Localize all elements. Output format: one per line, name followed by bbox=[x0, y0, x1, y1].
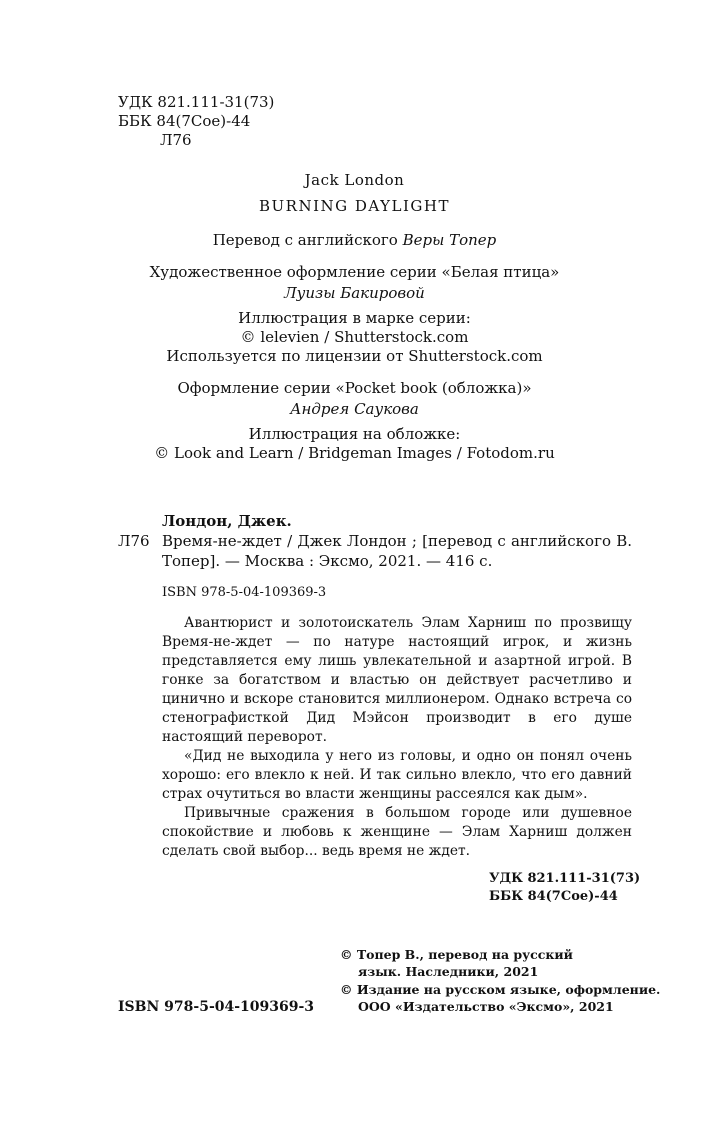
translation-prefix: Перевод с английского bbox=[212, 231, 403, 249]
art-designer-name: Луизы Бакировой bbox=[284, 284, 425, 302]
cover-illustration-credit: © Look and Learn / Bridgeman Images / Fotodom.ru bbox=[154, 444, 555, 462]
art-design-label: Художественное оформление серии «Белая птица» bbox=[149, 263, 560, 281]
isbn-bibliographic: ISBN 978-5-04-109369-3 bbox=[162, 585, 327, 600]
udk-code-top: УДК 821.111-31(73) bbox=[118, 93, 275, 111]
copyright-edition-line-2: ООО «Издательство «Эксмо», 2021 bbox=[358, 999, 614, 1014]
bibliographic-author: Лондон, Джек. bbox=[162, 512, 292, 530]
series-illustration-credit: © lelevien / Shutterstock.com bbox=[240, 328, 469, 346]
copyright-translation-line-1: © Топер В., перевод на русский bbox=[340, 947, 573, 962]
abstract-paragraph-1: Авантюрист и золотоискатель Элам Харниш по прозвищу Время-не-ждет — по натуре настоящий игрок, и жизнь представляется ему лишь увлекательной и азартной игрой. В гонке за богатством и властью он действует расчетливо и цинично и вскоре становится миллионером. Однако встреча со стенографисткой Дид Мэйсон производит в его душе настоящий переворот. bbox=[162, 615, 632, 745]
author-mark-left: Л76 bbox=[118, 532, 150, 550]
series-illustration-label: Иллюстрация в марке серии: bbox=[238, 309, 471, 327]
bbk-code-bottom: ББК 84(7Сое)-44 bbox=[489, 889, 618, 904]
cover-illustration-label: Иллюстрация на обложке: bbox=[248, 425, 461, 443]
cover-designer-name: Андрея Саукова bbox=[290, 400, 419, 418]
translation-credit bbox=[0, 230, 709, 250]
original-author: Jack London bbox=[304, 171, 405, 189]
udk-code-bottom: УДК 821.111-31(73) bbox=[489, 871, 641, 886]
original-title: BURNING DAYLIGHT bbox=[259, 197, 450, 215]
translator-name: Веры Топер bbox=[402, 231, 497, 249]
author-mark-top: Л76 bbox=[160, 131, 192, 149]
copyright-edition-line-1: © Издание на русском языке, оформление. bbox=[340, 982, 661, 997]
abstract-paragraph-2: «Дид не выходила у него из головы, и одно он понял очень хорошо: его влекло к ней. И так сильно влекло, что его давний страх очутиться во власти женщины рассеялся как дым». bbox=[162, 748, 632, 802]
cover-design-label: Оформление серии «Pocket book (обложка)» bbox=[177, 379, 532, 397]
isbn-footer: ISBN 978-5-04-109369-3 bbox=[118, 999, 315, 1015]
bibliographic-description: Время-не-ждет / Джек Лондон ; [перевод с английского В. Топер]. — Москва : Эксмо, 2021. — 416 с. bbox=[162, 532, 632, 570]
abstract-paragraph-3: Привычные сражения в большом городе или душевное спокойствие и любовь к женщине — Элам Харниш должен сделать свой выбор... ведь время не ждет. bbox=[162, 805, 632, 859]
series-illustration-license: Используется по лицензии от Shutterstock.com bbox=[166, 347, 543, 365]
bbk-code-top: ББК 84(7Сое)-44 bbox=[118, 112, 251, 130]
copyright-translation-line-2: язык. Наследники, 2021 bbox=[358, 964, 539, 979]
